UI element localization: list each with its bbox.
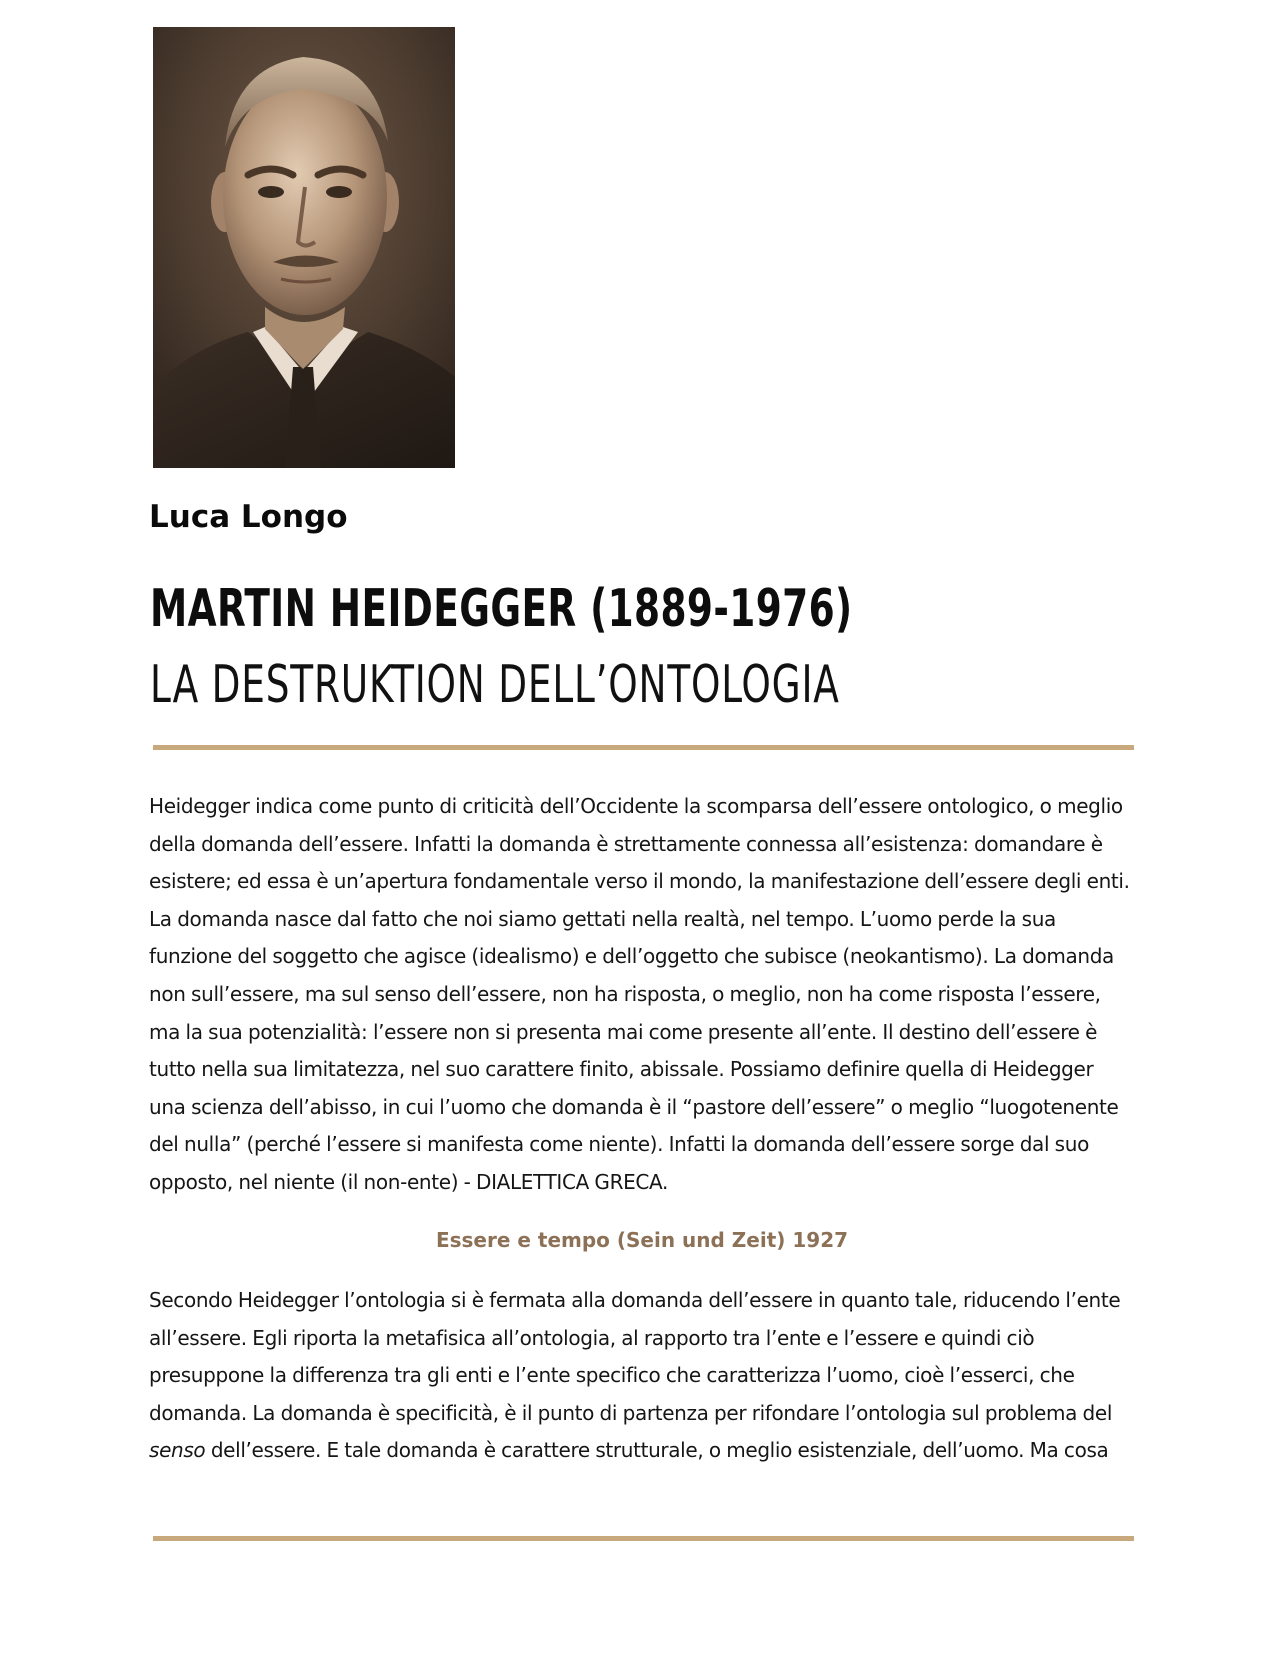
portrait-photo [153, 27, 455, 468]
paragraph-2-text-start: Secondo Heidegger l’ontologia si è fermata alla domanda dell’essere in quanto tale, riducendo l’ente all’essere. Egli riporta la metafisica all’ontologia, al rapporto tra l’ente e l’essere e quindi ciò presuppone la differenza tra gli enti e l’ente specifico che caratterizza l’uomo, cioè l’esserci, che domanda. La domanda è specificità, è il punto di partenza per rifondare l’ontologia sul problema del [149, 1288, 1121, 1425]
body-paragraph-1: Heidegger indica come punto di criticità dell’Occidente la scomparsa dell’essere ontologico, o meglio della domanda dell’essere. Infatti la domanda è strettamente connessa all’esistenza: domandare è esistere; ed essa è un’apertura fondamentale verso il mondo, la manifestazione dell’essere degli enti. La domanda nasce dal fatto che noi siamo gettati nella realtà, nel tempo. L’uomo perde la sua funzione del soggetto che agisce (idealismo) e dell’oggetto che subisce (neokantismo). La domanda non sull’essere, ma sul senso dell’essere, non ha risposta, o meglio, non ha come risposta l’essere, ma la sua potenzialità: l’essere non si presenta mai come presente all’ente. Il destino dell’essere è tutto nella sua limitatezza, nel suo carattere finito, abissale. Possiamo definire quella di Heidegger una scienza dell’abisso, in cui l’uomo che domanda è il “pastore dell’essere” o meglio “luogotenente del nulla” (perché l’essere si manifesta come niente). Infatti la domanda dell’essere sorge dal suo opposto, nel niente (il non-ente) - DIALETTICA GRECA. [149, 794, 1130, 1194]
divider-bottom [153, 1536, 1134, 1541]
document-title: MARTIN HEIDEGGER (1889-1976) [150, 579, 853, 639]
author-name: Luca Longo [149, 499, 348, 535]
paragraph-2-text-end: dell’essere. E tale domanda è carattere strutturale, o meglio esistenziale, dell’uomo. Ma cosa [205, 1438, 1109, 1463]
document-subtitle: LA DESTRUKTION DELL’ONTOLOGIA [150, 655, 840, 715]
section-heading: Essere e tempo (Sein und Zeit) 1927 [435, 1228, 849, 1252]
paragraph-2-emphasis: senso [149, 1438, 206, 1463]
divider-top [153, 745, 1134, 750]
body-paragraph-2 [149, 1282, 1135, 1470]
